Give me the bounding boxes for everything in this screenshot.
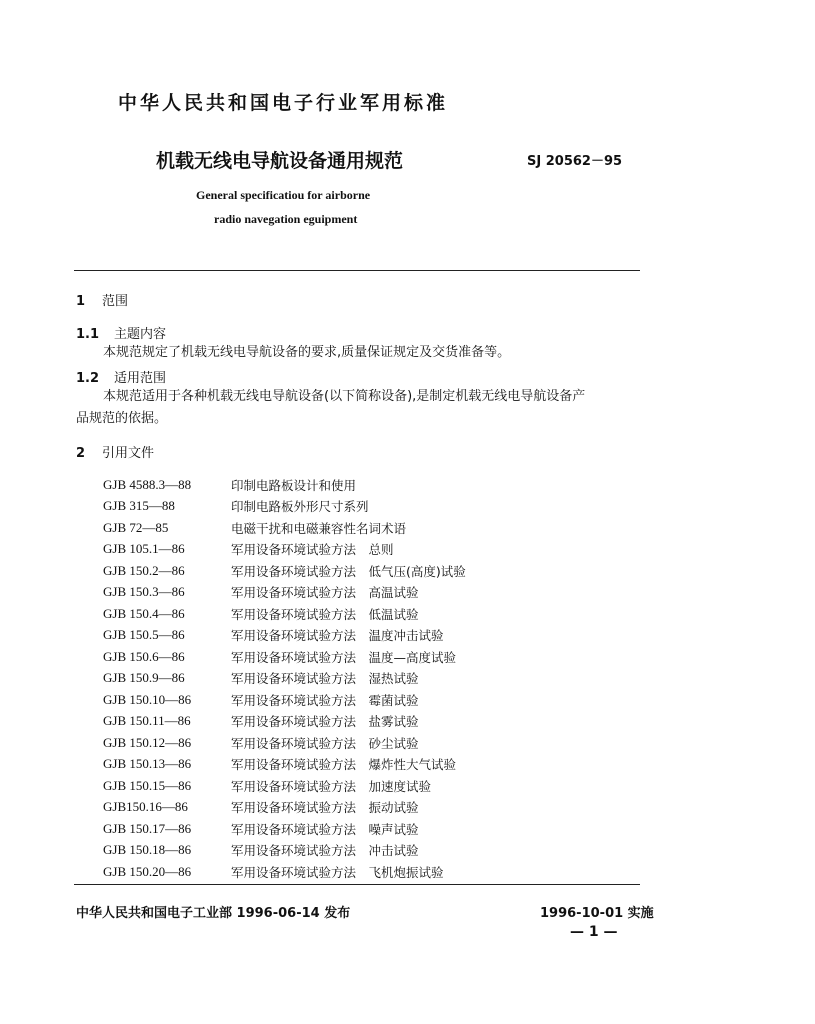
standard-category-heading: 中华人民共和国电子行业军用标准 [118,92,449,114]
reference-title: 军用设备环境试验方法 湿热试验 [231,671,419,687]
reference-title: 军用设备环境试验方法 高温试验 [231,585,419,601]
reference-item [103,754,623,776]
reference-item [103,496,623,518]
reference-item [103,625,623,647]
reference-title: 军用设备环境试验方法 盐雾试验 [231,714,419,730]
section-1-2-heading [76,367,166,386]
section-number: 1 [76,294,86,309]
reference-title: 军用设备环境试验方法 加速度试验 [231,778,432,794]
section-number: 2 [76,446,86,461]
reference-code: GJB 150.4—86 [103,605,185,621]
reference-title: 军用设备环境试验方法 霉菌试验 [231,692,419,708]
section-number: 1.1 [76,327,100,342]
reference-code: GJB 150.2—86 [103,562,185,578]
header-divider [74,270,640,271]
reference-title: 军用设备环境试验方法 飞机炮振试验 [231,864,444,880]
reference-item [103,517,623,539]
reference-item [103,582,623,604]
section-1-1-body: 本规范规定了机载无线电导航设备的要求,质量保证规定及交货准备等。 [103,345,511,360]
english-title-line-1: General specificatiou for airborne [196,188,371,202]
reference-title: 印制电路板设计和使用 [231,477,357,493]
reference-code: GJB150.16—86 [103,799,188,815]
reference-code: GJB 4588.3—88 [103,476,192,492]
reference-item [103,560,623,582]
reference-code: GJB 150.11—86 [103,713,191,729]
reference-item [103,646,623,668]
reference-title: 电磁干扰和电磁兼容性名词术语 [231,520,407,536]
reference-title: 军用设备环境试验方法 低气压(高度)试验 [231,563,466,579]
reference-code: GJB 150.5—86 [103,627,185,643]
section-title: 引用文件 [102,446,155,461]
effective-date: 1996-10-01 实施 [540,906,654,921]
section-title: 适用范围 [114,371,167,386]
section-number: 1.2 [76,371,100,386]
section-1-2-body-line-2: 品规范的依据。 [76,411,168,426]
reference-item [103,603,623,625]
reference-code: GJB 150.20—86 [103,863,192,879]
reference-code: GJB 105.1—86 [103,541,185,557]
document-title: 机载无线电导航设备通用规范 [156,150,404,172]
reference-item [103,539,623,561]
section-1-2-body-line-1: 本规范适用于各种机载无线电导航设备(以下简称设备),是制定机载无线电导航设备产 [103,389,586,404]
reference-title: 军用设备环境试验方法 砂尘试验 [231,735,419,751]
section-1-1-heading [76,323,166,342]
standard-code: SJ 20562－95 [527,154,623,169]
reference-code: GJB 150.6—86 [103,648,185,664]
reference-title: 军用设备环境试验方法 温度—高度试验 [231,649,457,665]
reference-code: GJB 150.9—86 [103,670,185,686]
section-title: 范围 [102,294,129,309]
reference-list [103,474,623,883]
reference-code: GJB 150.3—86 [103,584,185,600]
reference-item [103,797,623,819]
reference-item [103,732,623,754]
reference-item [103,861,623,883]
reference-code: GJB 150.12—86 [103,734,192,750]
reference-item [103,818,623,840]
reference-item [103,474,623,496]
issue-date: 中华人民共和国电子工业部 1996-06-14 发布 [76,906,351,921]
reference-code: GJB 72—85 [103,519,169,535]
reference-title: 军用设备环境试验方法 噪声试验 [231,821,419,837]
reference-item [103,840,623,862]
reference-title: 军用设备环境试验方法 温度冲击试验 [231,628,444,644]
section-2-heading [76,442,154,461]
footer-divider [74,884,640,885]
reference-title: 军用设备环境试验方法 低温试验 [231,606,419,622]
reference-item [103,668,623,690]
reference-title: 军用设备环境试验方法 振动试验 [231,800,419,816]
english-title-line-2: radio navegation eguipment [214,212,358,226]
reference-code: GJB 150.10—86 [103,691,192,707]
reference-item [103,775,623,797]
reference-code: GJB 150.18—86 [103,842,192,858]
reference-item [103,711,623,733]
reference-title: 军用设备环境试验方法 总则 [231,542,394,558]
section-title: 主题内容 [114,327,167,342]
reference-item [103,689,623,711]
page-number: — 1 — [570,924,618,940]
reference-title: 军用设备环境试验方法 爆炸性大气试验 [231,757,457,773]
reference-code: GJB 315—88 [103,498,175,514]
reference-code: GJB 150.15—86 [103,777,192,793]
section-1-heading [76,290,128,309]
reference-title: 印制电路板外形尺寸系列 [231,499,369,515]
reference-code: GJB 150.13—86 [103,756,192,772]
reference-title: 军用设备环境试验方法 冲击试验 [231,843,419,859]
reference-code: GJB 150.17—86 [103,820,192,836]
